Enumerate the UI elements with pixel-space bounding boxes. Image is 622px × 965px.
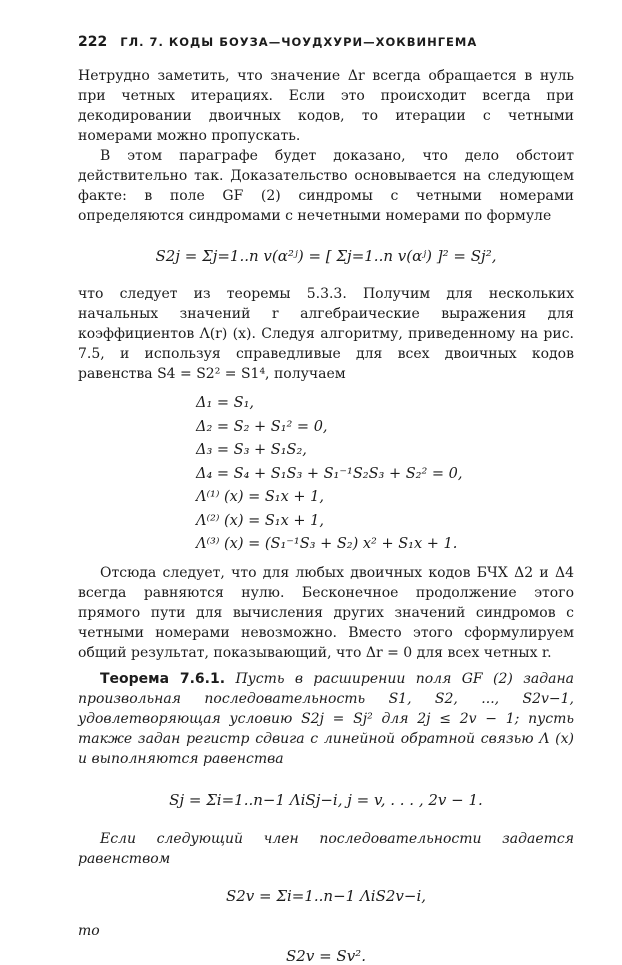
- theorem-condition: Если следующий член последовательности задается равенством: [78, 830, 574, 867]
- equation-list: [196, 392, 574, 557]
- paragraph-3: что следует из теоремы 5.3.3. Получим для нескольких начальных значений r алгебраические выражения для коэффициентов Λ(r) (x). Следуя алгоритму, приведенному на рис. 7.5, и используя справедливые для всех двоичных кодов равенства S4 = S2² = S1⁴, получаем: [78, 286, 574, 382]
- paragraph-4: Отсюда следует, что для любых двоичных кодов БЧХ Δ2 и Δ4 всегда равняются нулю. Бесконечное продолжение этого прямого пути для вычисления других значений синдромов с четными номерами невозможно. Вместо этого сформулируем общий результат, показывающий, что Δr = 0 для всех четных r.: [78, 564, 574, 661]
- equation-delta-4: Δ₄ = S₄ + S₁S₃ + S₁⁻¹S₂S₃ + S₂² = 0,: [196, 465, 463, 482]
- book-page: [78, 34, 574, 965]
- page-number: 222: [78, 34, 108, 50]
- then-word: то: [78, 922, 100, 939]
- formula-conclusion: S2v = Sv².: [286, 946, 366, 965]
- paragraph-1: Нетрудно заметить, что значение Δr всегда обращается в нуль при четных итерациях. Если это происходит всегда при декодировании двоичных кодов, то итерации с четными номерами можно пропускать.: [78, 68, 574, 144]
- formula-recurrence: Sj = Σi=1..n−1 ΛiSj−i, j = v, . . . , 2v − 1.: [169, 790, 483, 809]
- equation-lambda-3: Λ⁽³⁾ (x) = (S₁⁻¹S₃ + S₂) x² + S₁x + 1.: [196, 536, 458, 552]
- paragraph-2: В этом параграфе будет доказано, что дело обстоит действительно так. Доказательство основывается на следующем факте: в поле GF (2) синдромы с четными номерами определяются синдромами с нечетными номерами по формуле: [78, 148, 574, 224]
- theorem-title: Теорема 7.6.1.: [100, 670, 226, 687]
- equation-lambda-1: Λ⁽¹⁾ (x) = S₁x + 1,: [196, 489, 325, 505]
- theorem-body: Пусть в расширении поля GF (2) задана произвольная последовательность S1, S2, ..., S2v−1, удовлетворяющая условию S2j = Sj² для 2j ≤ 2v − 1; пусть также задан регистр сдвига с линейной обратной связью Λ (x) и выполняются равенства: [78, 670, 575, 767]
- equation-delta-1: Δ₁ = S₁,: [196, 395, 255, 411]
- equation-delta-2: Δ₂ = S₂ + S₁² = 0,: [196, 418, 328, 435]
- formula-next-term: S2v = Σi=1..n−1 ΛiS2v−i,: [225, 886, 427, 905]
- equation-lambda-2: Λ⁽²⁾ (x) = S₁x + 1,: [196, 512, 325, 529]
- formula-even-syndromes: S2j = Σj=1..n v(α²ʲ) = [ Σj=1..n v(αʲ) ]² = Sj²,: [155, 247, 497, 265]
- theorem-statement: [78, 669, 574, 769]
- equation-delta-3: Δ₃ = S₃ + S₁S₂,: [196, 442, 307, 458]
- running-header: [78, 34, 574, 50]
- running-title: ГЛ. 7. КОДЫ БОУЗА—ЧОУДХУРИ—ХОКВИНГЕМА: [120, 35, 478, 49]
